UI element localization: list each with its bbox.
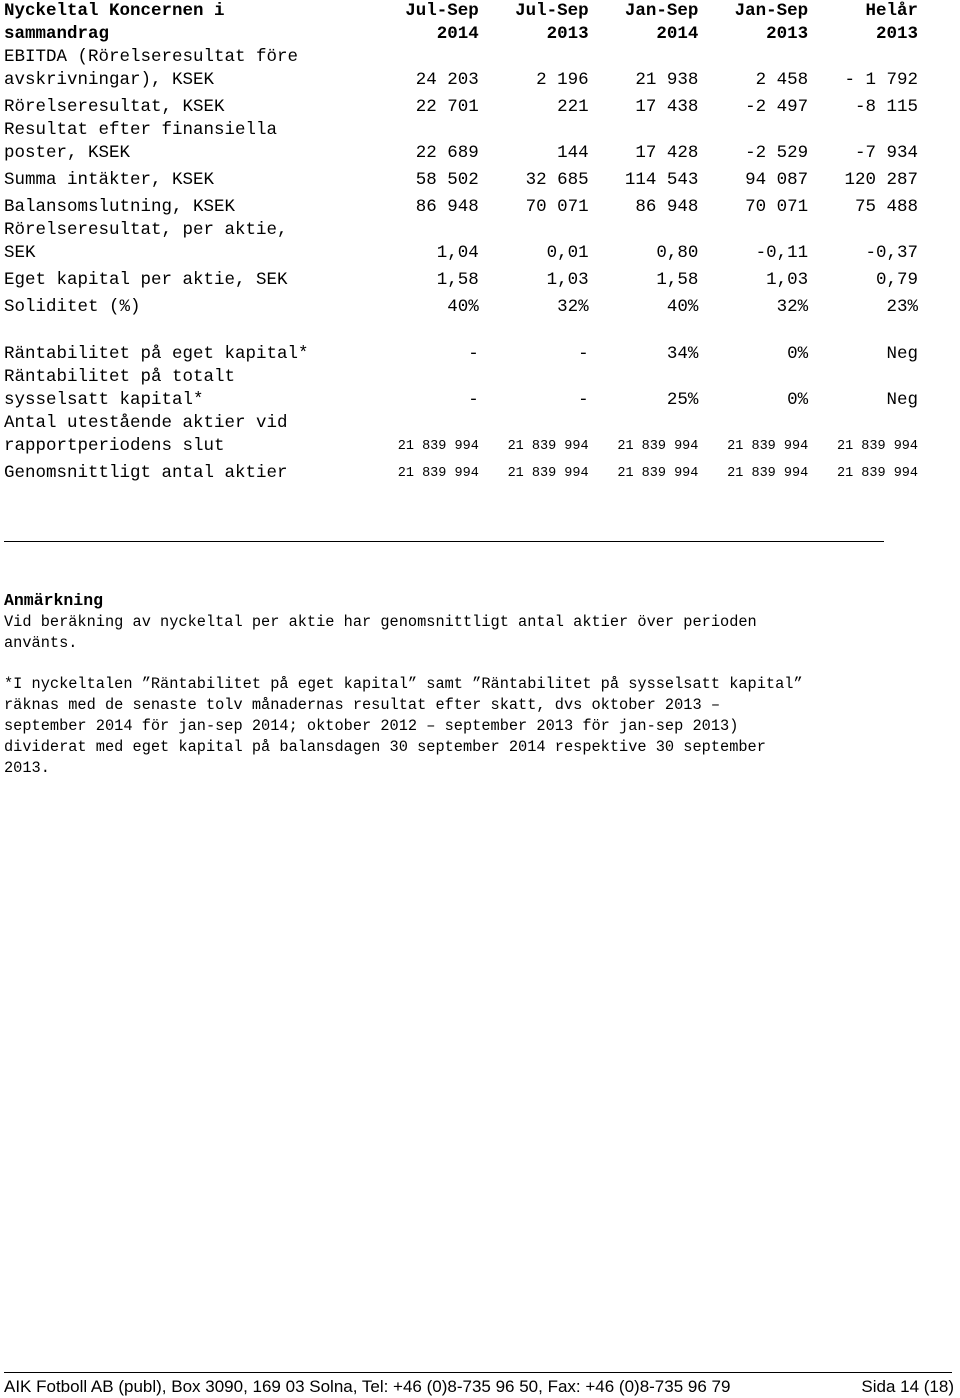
column-header: Jul-Sep 2014	[405, 1, 479, 44]
notes-section	[4, 590, 960, 779]
cell-value: 114 543	[624, 170, 699, 190]
cell-value: 0,79	[875, 270, 918, 290]
cell-value: 70 071	[745, 197, 809, 217]
table-row	[4, 366, 918, 412]
table-row	[4, 165, 918, 192]
cell-value: 22 701	[415, 97, 479, 117]
cell-value: -8 115	[854, 97, 918, 117]
cell-value: 1,04	[436, 243, 479, 263]
cell-value: 21 839 994	[397, 466, 479, 481]
table-row	[4, 46, 918, 92]
row-label: EBITDA (Rörelseresultat före avskrivningar), KSEK	[4, 47, 299, 90]
row-label: Antal utestående aktier vid rapportperiodens slut	[4, 413, 288, 456]
cell-value: 1,58	[436, 270, 479, 290]
cell-value: 21 839 994	[727, 439, 809, 454]
cell-value: Neg	[886, 390, 918, 410]
footer-company-info: AIK Fotboll AB (publ), Box 3090, 169 03 Solna, Tel: +46 (0)8-735 96 50, Fax: +46 (0)8-735 96 79	[4, 1377, 731, 1396]
cell-value: 86 948	[415, 197, 479, 217]
cell-value: - 1 792	[844, 70, 918, 90]
table-row	[4, 265, 918, 292]
table-row	[4, 412, 918, 458]
cell-value: 1,03	[546, 270, 589, 290]
cell-value: 0,80	[656, 243, 699, 263]
cell-value: 120 287	[844, 170, 918, 190]
row-label: Rörelseresultat, per aktie, SEK	[4, 220, 288, 263]
cell-value: 144	[557, 143, 589, 163]
cell-value: 22 689	[415, 143, 479, 163]
table-row	[4, 219, 918, 265]
column-header: Helår 2013	[865, 1, 918, 44]
column-header: Jan-Sep 2013	[734, 1, 809, 44]
cell-value: 21 839 994	[507, 439, 589, 454]
cell-value: 40%	[447, 297, 479, 317]
table-row	[4, 119, 918, 165]
row-label: Balansomslutning, KSEK	[4, 197, 236, 217]
row-label: Räntabilitet på totalt sysselsatt kapital*	[4, 367, 236, 410]
cell-value: 32%	[776, 297, 809, 317]
cell-value: 21 839 994	[836, 466, 918, 481]
row-label: Rörelseresultat, KSEK	[4, 97, 225, 117]
table-title: Nyckeltal Koncernen i sammandrag	[4, 1, 225, 44]
page-number: Sida 14 (18)	[861, 1377, 954, 1396]
cell-value: -2 497	[745, 97, 809, 117]
table-header-row	[4, 0, 918, 46]
page-footer	[4, 1376, 954, 1398]
cell-value: 221	[557, 97, 589, 117]
cell-value: 0%	[787, 390, 809, 410]
cell-value: -	[468, 390, 479, 410]
cell-value: 58 502	[415, 170, 479, 190]
cell-value: -0,37	[865, 243, 918, 263]
table-row	[4, 92, 918, 119]
section-divider	[4, 541, 884, 542]
cell-value: 94 087	[745, 170, 809, 190]
cell-value: 32%	[557, 297, 589, 317]
notes-paragraph: *I nyckeltalen ”Räntabilitet på eget kapital” samt ”Räntabilitet på sysselsatt kapital” räknas med de senaste tolv månadernas resultat efter skatt, dvs oktober 2013 – september 2014 för jan-sep 2014; oktober 2012 – september 2013 för jan-sep 2013) dividerat med eget kapital på balansdagen 30 september 2014 respektive 30 september 2013.	[4, 675, 803, 777]
cell-value: 25%	[666, 390, 699, 410]
cell-value: 17 438	[635, 97, 699, 117]
table-row	[4, 192, 918, 219]
cell-value: -2 529	[745, 143, 809, 163]
cell-value: 21 839 994	[617, 439, 699, 454]
row-label: Eget kapital per aktie, SEK	[4, 270, 288, 290]
cell-value: 23%	[886, 297, 918, 317]
table-row	[4, 458, 918, 485]
cell-value: 21 839 994	[836, 439, 918, 454]
column-header: Jan-Sep 2014	[624, 1, 699, 44]
cell-value: 75 488	[854, 197, 918, 217]
row-label: Genomsnittligt antal aktier	[4, 463, 288, 483]
row-label: Räntabilitet på eget kapital*	[4, 344, 309, 364]
table-row	[4, 339, 918, 366]
cell-value: 24 203	[415, 70, 479, 90]
kpi-summary-table	[4, 0, 918, 485]
footer-divider	[4, 1372, 952, 1373]
cell-value: 1,58	[656, 270, 699, 290]
cell-value: 40%	[666, 297, 699, 317]
cell-value: 70 071	[525, 197, 589, 217]
column-header: Jul-Sep 2013	[515, 1, 589, 44]
cell-value: 1,03	[766, 270, 809, 290]
cell-value: 2 196	[536, 70, 589, 90]
cell-value: 21 839 994	[617, 466, 699, 481]
cell-value: 17 428	[635, 143, 699, 163]
table-spacer-row	[4, 319, 918, 339]
cell-value: -	[468, 344, 479, 364]
notes-heading: Anmärkning	[4, 591, 104, 610]
row-label: Soliditet (%)	[4, 297, 141, 317]
row-label: Resultat efter finansiella poster, KSEK	[4, 120, 278, 163]
cell-value: Neg	[886, 344, 918, 364]
cell-value: 21 839 994	[507, 466, 589, 481]
cell-value: 0,01	[546, 243, 589, 263]
cell-value: 86 948	[635, 197, 699, 217]
cell-value: 2 458	[755, 70, 809, 90]
cell-value: 21 938	[635, 70, 699, 90]
notes-paragraph: Vid beräkning av nyckeltal per aktie har genomsnittligt antal aktier över perioden använts.	[4, 613, 757, 652]
cell-value: -	[578, 390, 589, 410]
cell-value: -0,11	[755, 243, 809, 263]
cell-value: -	[578, 344, 589, 364]
cell-value: 21 839 994	[397, 439, 479, 454]
cell-value: 21 839 994	[727, 466, 809, 481]
cell-value: -7 934	[854, 143, 918, 163]
cell-value: 32 685	[525, 170, 589, 190]
table-row	[4, 292, 918, 319]
cell-value: 34%	[666, 344, 699, 364]
row-label: Summa intäkter, KSEK	[4, 170, 215, 190]
cell-value: 0%	[787, 344, 809, 364]
